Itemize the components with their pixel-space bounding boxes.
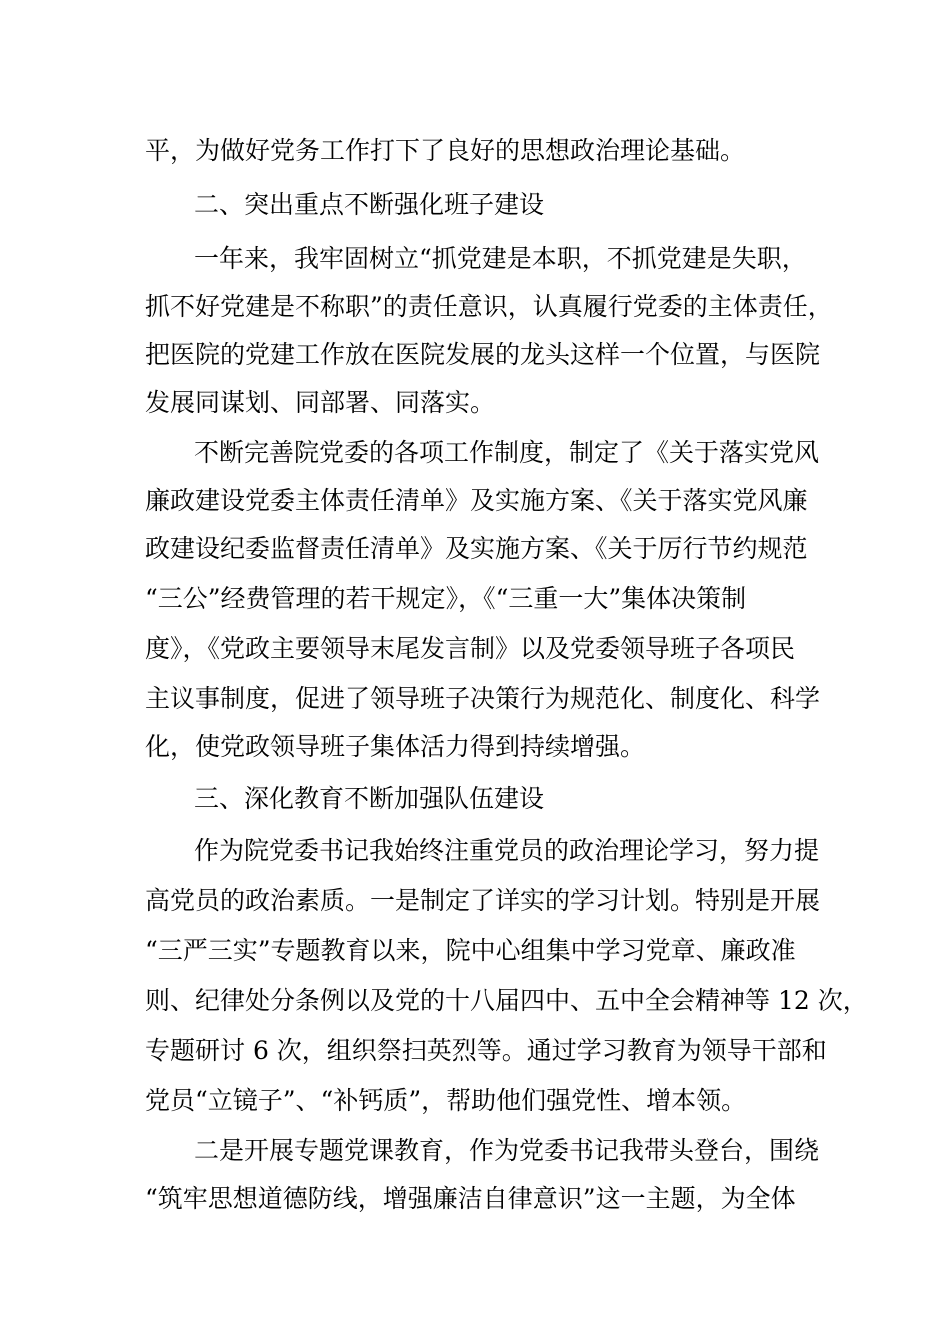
text-line: 政建设纪委监督责任清单》及实施方案、《关于厉行节约规范 bbox=[145, 534, 808, 563]
text-line: 廉政建设党委主体责任清单》及实施方案、《关于落实党风廉 bbox=[145, 486, 808, 515]
text-line: “三严三实”专题教育以来，院中心组集中学习党章、廉政准 bbox=[145, 936, 796, 965]
text-line: 专题研讨 6 次，组织祭扫英烈等。通过学习教育为领导干部和 bbox=[145, 1036, 827, 1065]
text-line: 平，为做好党务工作打下了良好的思想政治理论基础。 bbox=[145, 136, 746, 165]
text-line: 抓不好党建是不称职”的责任意识，认真履行党委的主体责任， bbox=[145, 292, 833, 321]
text-line: 主议事制度，促进了领导班子决策行为规范化、制度化、科学 bbox=[145, 684, 821, 713]
text-line: 把医院的党建工作放在医院发展的龙头这样一个位置，与医院 bbox=[145, 340, 821, 369]
text-line: 党员“立镜子”、“补钙质”，帮助他们强党性、增本领。 bbox=[145, 1086, 747, 1115]
section-heading: 二、突出重点不断强化班子建设 bbox=[194, 190, 545, 219]
text-line: “三公”经费管理的若干规定》，《“三重一大”集体决策制 bbox=[145, 584, 747, 613]
text-line: 则、纪律处分条例以及党的十八届四中、五中全会精神等 12 次， bbox=[145, 986, 868, 1015]
text-line: 不断完善院党委的各项工作制度，制定了《关于落实党风 bbox=[194, 438, 820, 467]
text-line: 一年来，我牢固树立“抓党建是本职，不抓党建是失职， bbox=[194, 244, 807, 273]
text-line: 二是开展专题党课教育，作为党委书记我带头登台，围绕 bbox=[194, 1136, 820, 1165]
text-line: 发展同谋划、同部署、同落实。 bbox=[145, 388, 496, 417]
text-line: 化，使党政领导班子集体活力得到持续增强。 bbox=[145, 732, 646, 761]
text-line: 作为院党委书记我始终注重党员的政治理论学习，努力提 bbox=[194, 836, 820, 865]
section-heading: 三、深化教育不断加强队伍建设 bbox=[194, 784, 545, 813]
text-line: “筑牢思想道德防线，增强廉洁自律意识”这一主题，为全体 bbox=[145, 1184, 796, 1213]
text-line: 度》，《党政主要领导末尾发言制》以及党委领导班子各项民 bbox=[145, 634, 796, 663]
text-line: 高党员的政治素质。一是制定了详实的学习计划。特别是开展 bbox=[145, 886, 821, 915]
